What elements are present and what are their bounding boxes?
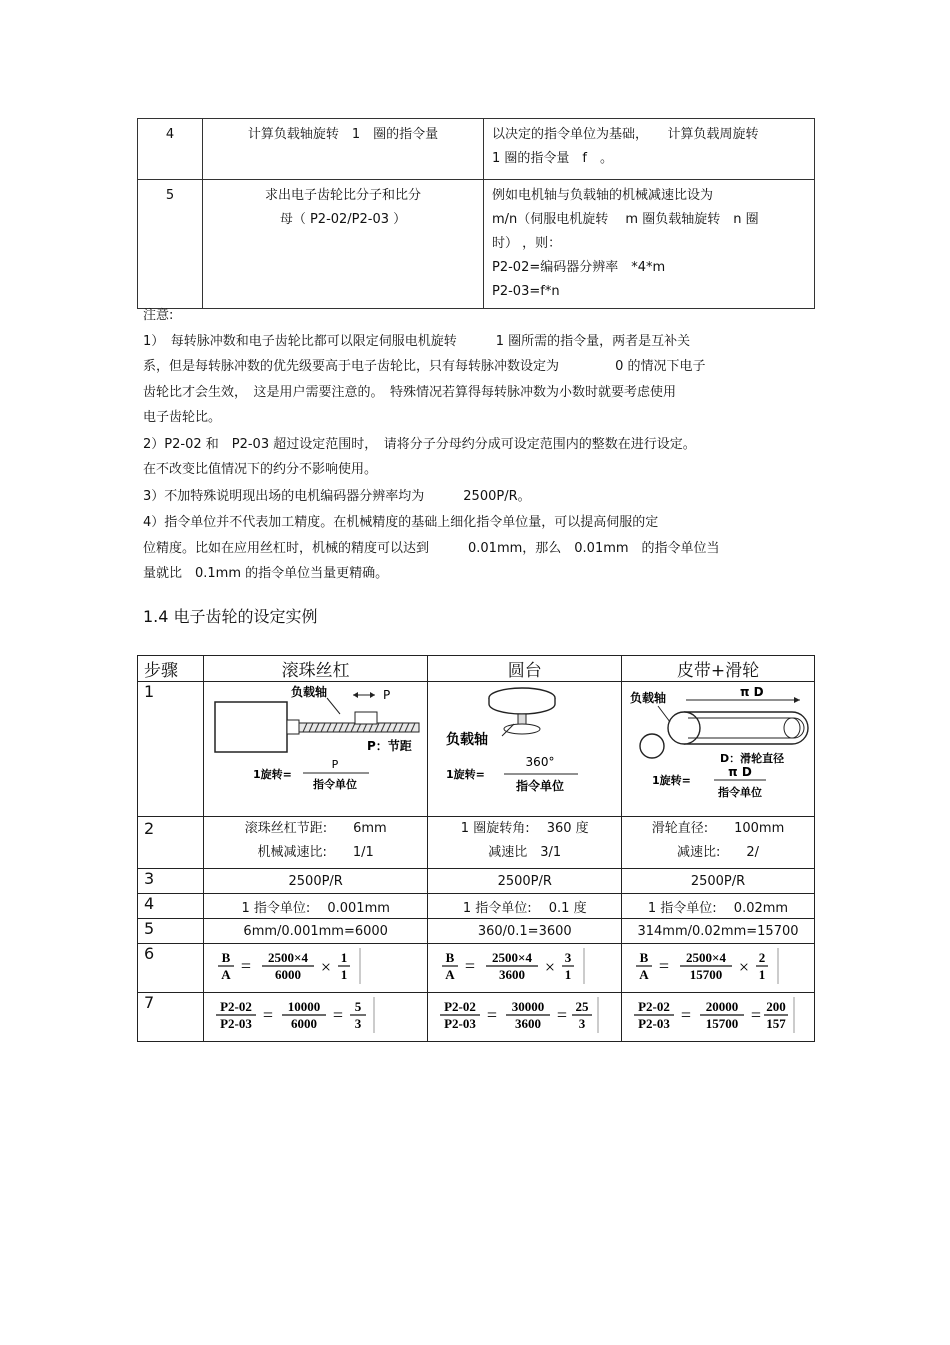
frac-den: 3600 bbox=[499, 967, 526, 982]
table-row bbox=[138, 817, 815, 869]
belt-pulley-diagram bbox=[622, 684, 814, 812]
frac-den: 6000 bbox=[274, 967, 301, 982]
gear-ratio-formula bbox=[630, 944, 790, 988]
equals-sign: = bbox=[557, 1005, 568, 1025]
frac-den: P2-03 bbox=[638, 1016, 670, 1031]
fig-label: 1旋转= bbox=[252, 768, 292, 781]
note-4 bbox=[143, 511, 808, 587]
turntable-figure-cell bbox=[428, 682, 622, 817]
fig-label: D：滑轮直径 bbox=[720, 752, 785, 765]
frac-num: 30000 bbox=[512, 999, 545, 1014]
fig-label: π D bbox=[740, 685, 764, 699]
frac-num: 5 bbox=[354, 999, 362, 1014]
equals-sign: = bbox=[262, 1005, 273, 1025]
step-number: 1 bbox=[138, 682, 204, 817]
table-row bbox=[138, 682, 815, 817]
frac-den: 3600 bbox=[515, 1016, 542, 1031]
belt-pulley-cell: 2500P/R bbox=[622, 869, 815, 894]
header-ball-screw: 滚珠丝杠 bbox=[203, 656, 428, 682]
note-line: 系，但是每转脉冲数的优先级要高于电子齿轮比，只有每转脉冲数设定为 0 的情况下电子 bbox=[143, 359, 706, 374]
belt-pulley-cell: 314mm/0.02mm=15700 bbox=[622, 919, 815, 944]
cell-line: 滑轮直径: 100mm bbox=[651, 821, 785, 836]
belt-pulley-figure-cell bbox=[622, 682, 815, 817]
step-number: 5 bbox=[138, 919, 204, 944]
fig-label: P bbox=[382, 688, 390, 702]
turntable-cell: 360/0.1=3600 bbox=[428, 919, 622, 944]
frac-num: B bbox=[221, 950, 231, 965]
ball-screw-figure-cell bbox=[203, 682, 428, 817]
fig-label: 1旋转= bbox=[652, 774, 691, 787]
fig-label: 指令单位 bbox=[312, 778, 357, 791]
table-row bbox=[138, 993, 815, 1042]
ball-screw-diagram bbox=[207, 684, 425, 812]
frac-num: 20000 bbox=[705, 999, 739, 1014]
frac-num: 2 bbox=[758, 950, 766, 965]
turntable-diagram bbox=[432, 684, 618, 812]
belt-pulley-cell bbox=[622, 817, 815, 869]
frac-num: B bbox=[639, 950, 649, 965]
table-row bbox=[138, 894, 815, 919]
step-title: 计算负载轴旋转 1 圈的指令量 bbox=[203, 119, 484, 180]
frac-den: 1 bbox=[565, 967, 572, 982]
ball-screw-cell: 2500P/R bbox=[203, 869, 428, 894]
gear-ratio-formula bbox=[212, 944, 372, 988]
note-line: 电子齿轮比。 bbox=[143, 410, 222, 425]
frac-den: 3 bbox=[354, 1016, 362, 1031]
turntable-cell: 2500P/R bbox=[428, 869, 622, 894]
desc-line: P2-02=编码器分辨率 *4*m bbox=[492, 260, 666, 275]
header-belt-pulley: 皮带+滑轮 bbox=[622, 656, 815, 682]
ball-screw-formula-cell bbox=[203, 993, 428, 1042]
desc-line: 时） ，则： bbox=[492, 236, 562, 251]
fig-label: 负载轴 bbox=[630, 691, 667, 705]
table-row bbox=[138, 944, 815, 993]
cell-line: 减速比 3/1 bbox=[488, 845, 562, 860]
equals-sign: = bbox=[487, 1005, 498, 1025]
ball-screw-cell: 6mm/0.001mm=6000 bbox=[203, 919, 428, 944]
notes-label: 注意: bbox=[143, 308, 174, 323]
example-table bbox=[137, 655, 815, 1042]
fig-label: 指令单位 bbox=[718, 786, 762, 799]
frac-den: 1 bbox=[758, 967, 766, 982]
cell-line: 1 圈旋转角: 360 度 bbox=[460, 821, 589, 836]
frac-num: 1 bbox=[340, 950, 348, 965]
step-number: 7 bbox=[138, 993, 204, 1042]
turntable-cell bbox=[428, 817, 622, 869]
fig-label: 360° bbox=[525, 755, 555, 769]
equals-sign: = bbox=[465, 956, 476, 976]
turntable-formula-cell bbox=[428, 993, 622, 1042]
step-number: 5 bbox=[138, 180, 203, 309]
note-line: 位精度。比如在应用丝杠时，机械的精度可以达到 0.01mm，那么 0.01mm 的指令单位当 bbox=[143, 540, 720, 556]
ball-screw-cell: 1 指令单位: 0.001mm bbox=[203, 894, 428, 919]
parameter-formula bbox=[436, 993, 606, 1037]
belt-pulley-formula-cell bbox=[622, 944, 815, 993]
frac-den: 157 bbox=[766, 1016, 786, 1031]
step-number: 4 bbox=[138, 119, 203, 180]
header-step: 步骤 bbox=[138, 656, 204, 682]
fig-label: 1旋转= bbox=[445, 768, 485, 781]
step-description bbox=[484, 119, 815, 180]
frac-num: P2-02 bbox=[220, 999, 252, 1014]
note-line: 在不改变比值情况下的约分不影响使用。 bbox=[143, 462, 378, 477]
cell-line: 滚珠丝杠节距: 6mm bbox=[244, 821, 387, 836]
frac-num: 2500×4 bbox=[492, 950, 533, 965]
table-row bbox=[138, 919, 815, 944]
equals-sign: = bbox=[658, 956, 670, 976]
frac-den: 15700 bbox=[689, 967, 723, 982]
table-row bbox=[138, 869, 815, 894]
fig-label: P：节距 bbox=[366, 739, 412, 753]
frac-num: 25 bbox=[575, 999, 589, 1014]
frac-num: 3 bbox=[565, 950, 572, 965]
step-number: 3 bbox=[138, 869, 204, 894]
cell-line: 机械减速比: 1/1 bbox=[257, 845, 374, 860]
fig-label: 负载轴 bbox=[290, 685, 327, 699]
times-sign: × bbox=[545, 957, 556, 977]
note-1 bbox=[143, 330, 808, 431]
desc-line: 1 圈的指令量 f 。 bbox=[492, 151, 613, 166]
frac-num: 200 bbox=[766, 999, 786, 1014]
times-sign: × bbox=[738, 957, 750, 977]
times-sign: × bbox=[320, 957, 331, 977]
frac-den: 3 bbox=[579, 1016, 586, 1031]
frac-den: A bbox=[639, 967, 649, 982]
table-row bbox=[138, 119, 815, 180]
step-description bbox=[484, 180, 815, 309]
frac-num: 2500×4 bbox=[267, 950, 308, 965]
frac-den: P2-03 bbox=[220, 1016, 252, 1031]
equals-sign: = bbox=[680, 1005, 692, 1025]
belt-pulley-cell: 1 指令单位: 0.02mm bbox=[622, 894, 815, 919]
note-line: 齿轮比才会生效， 这是用户需要注意的。 特殊情况若算得每转脉冲数为小数时就要考虑使用 bbox=[143, 384, 677, 400]
frac-den: A bbox=[221, 967, 231, 982]
frac-den: P2-03 bbox=[444, 1016, 477, 1031]
table-header-row bbox=[138, 656, 815, 682]
frac-num: 10000 bbox=[287, 999, 321, 1014]
belt-pulley-formula-cell bbox=[622, 993, 815, 1042]
frac-num: 2500×4 bbox=[686, 950, 726, 965]
frac-den: A bbox=[445, 967, 456, 982]
fig-label: π D bbox=[728, 765, 752, 779]
equals-sign: = bbox=[750, 1005, 762, 1025]
desc-line: 例如电机轴与负载轴的机械减速比设为 bbox=[492, 188, 714, 203]
table-row bbox=[138, 180, 815, 309]
note-2 bbox=[143, 433, 808, 483]
frac-num: P2-02 bbox=[444, 999, 477, 1014]
equals-sign: = bbox=[332, 1005, 343, 1025]
desc-line: P2-03=f*n bbox=[492, 284, 560, 299]
step-number: 6 bbox=[138, 944, 204, 993]
desc-line: m/n（伺服电机旋转 m 圈负载轴旋转 n 圈 bbox=[492, 212, 759, 227]
note-line: 1） 每转脉冲数和电子齿轮比都可以限定伺服电机旋转 1 圈所需的指令量，两者是互补关 bbox=[143, 333, 691, 349]
step-title bbox=[203, 180, 484, 309]
parameter-formula bbox=[630, 993, 800, 1037]
note-line: 量就比 0.1mm 的指令单位当量更精确。 bbox=[143, 566, 389, 581]
note-3 bbox=[143, 485, 808, 510]
note-line: 2）P2-02 和 P2-03 超过设定范围时， 请将分子分母约分成可设定范围内的整数在进行设定。 bbox=[143, 436, 696, 452]
notes-section bbox=[143, 304, 808, 589]
step-number: 2 bbox=[138, 817, 204, 869]
frac-num: P2-02 bbox=[638, 999, 670, 1014]
fig-label: P bbox=[331, 758, 338, 771]
note-line: 3）不加特殊说明现出场的电机编码器分辨率均为 2500P/R。 bbox=[143, 488, 531, 504]
header-turntable: 圆台 bbox=[428, 656, 622, 682]
turntable-cell: 1 指令单位: 0.1 度 bbox=[428, 894, 622, 919]
gear-ratio-formula bbox=[436, 944, 596, 988]
step-title-line: 母（ P2-02/P2-03 ） bbox=[279, 212, 407, 227]
step-number: 4 bbox=[138, 894, 204, 919]
equals-sign: = bbox=[240, 956, 251, 976]
section-heading: 1.4 电子齿轮的设定实例 bbox=[143, 607, 318, 626]
frac-num: B bbox=[446, 950, 455, 965]
fig-label: 指令单位 bbox=[515, 779, 564, 793]
procedure-table bbox=[137, 118, 815, 309]
ball-screw-cell bbox=[203, 817, 428, 869]
cell-line: 减速比: 2/ bbox=[676, 845, 760, 860]
desc-line: 以决定的指令单位为基础， 计算负载周旋转 bbox=[492, 127, 759, 142]
note-line: 4）指令单位并不代表加工精度。在机械精度的基础上细化指令单位量，可以提高伺服的定 bbox=[143, 515, 659, 530]
frac-den: 1 bbox=[340, 967, 348, 982]
frac-den: 15700 bbox=[705, 1016, 739, 1031]
turntable-formula-cell bbox=[428, 944, 622, 993]
parameter-formula bbox=[212, 993, 382, 1037]
step-title-line: 求出电子齿轮比分子和比分 bbox=[264, 188, 421, 203]
ball-screw-formula-cell bbox=[203, 944, 428, 993]
fig-label: 负载轴 bbox=[445, 732, 488, 748]
frac-den: 6000 bbox=[290, 1016, 317, 1031]
